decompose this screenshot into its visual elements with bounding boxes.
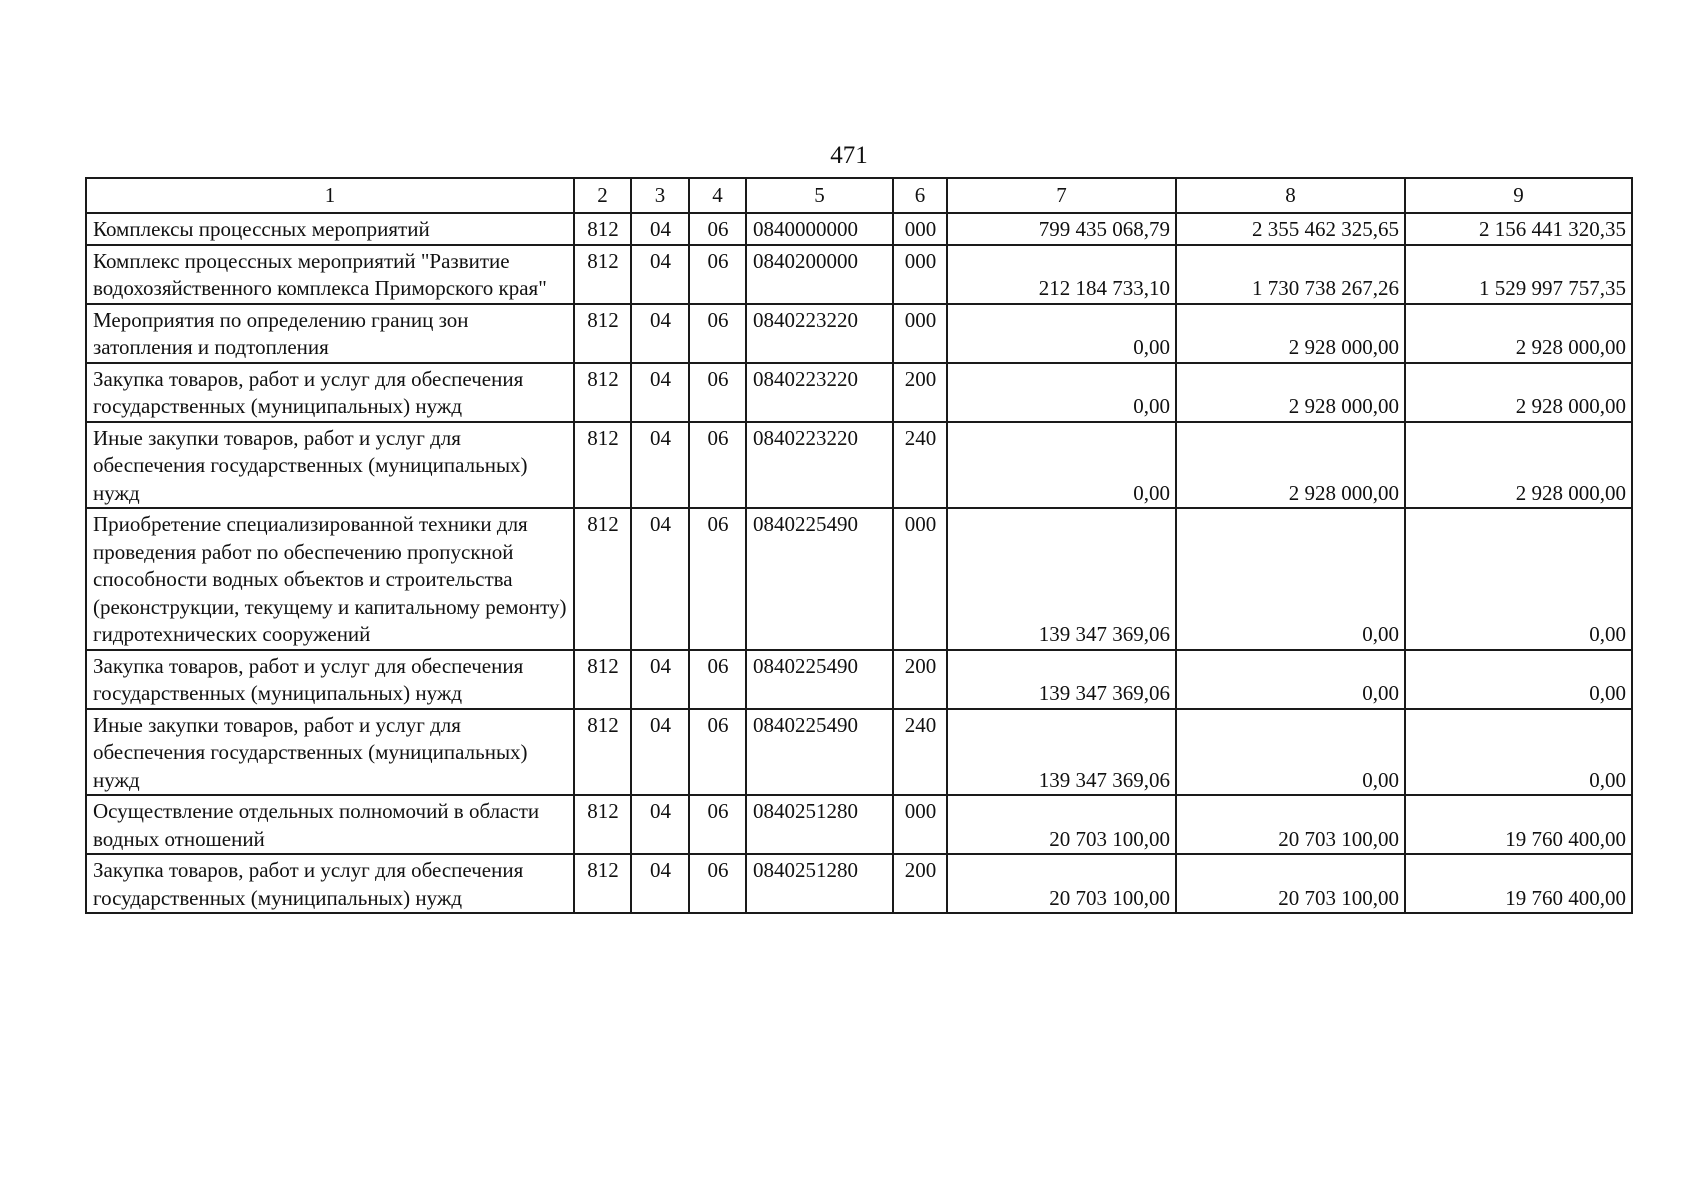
column-header: 1 xyxy=(86,178,574,213)
code-cell: 04 xyxy=(631,508,689,650)
code-cell: 240 xyxy=(893,709,947,796)
amount-cell: 0,00 xyxy=(947,422,1176,509)
code-cell: 812 xyxy=(574,508,631,650)
amount-cell: 2 928 000,00 xyxy=(1176,304,1405,363)
code-cell: 812 xyxy=(574,304,631,363)
code-cell: 0840223220 xyxy=(746,363,893,422)
amount-cell: 2 928 000,00 xyxy=(1176,363,1405,422)
table-row xyxy=(86,245,1632,304)
code-cell: 06 xyxy=(689,304,746,363)
row-name-cell: Комплекс процессных мероприятий "Развитие водохозяйственного комплекса Приморского края" xyxy=(86,245,574,304)
row-name-cell: Иные закупки товаров, работ и услуг для обеспечения государственных (муниципальных) нужд xyxy=(86,422,574,509)
code-cell: 0840225490 xyxy=(746,709,893,796)
code-cell: 06 xyxy=(689,213,746,245)
column-header: 7 xyxy=(947,178,1176,213)
amount-cell: 19 760 400,00 xyxy=(1405,795,1632,854)
code-cell: 000 xyxy=(893,304,947,363)
code-cell: 06 xyxy=(689,363,746,422)
row-name-cell: Закупка товаров, работ и услуг для обеспечения государственных (муниципальных) нужд xyxy=(86,363,574,422)
amount-cell: 0,00 xyxy=(947,304,1176,363)
amount-cell: 2 156 441 320,35 xyxy=(1405,213,1632,245)
code-cell: 0840225490 xyxy=(746,650,893,709)
code-cell: 0840200000 xyxy=(746,245,893,304)
code-cell: 06 xyxy=(689,650,746,709)
row-name-cell: Приобретение специализированной техники для проведения работ по обеспечению пропускной способности водных объектов и строительства (реконструкции, текущему и капитальному ремонту) гидротехнических сооружений xyxy=(86,508,574,650)
code-cell: 06 xyxy=(689,245,746,304)
amount-cell: 0,00 xyxy=(1176,508,1405,650)
code-cell: 240 xyxy=(893,422,947,509)
table-row xyxy=(86,854,1632,913)
code-cell: 06 xyxy=(689,795,746,854)
code-cell: 04 xyxy=(631,363,689,422)
code-cell: 0840251280 xyxy=(746,795,893,854)
code-cell: 200 xyxy=(893,363,947,422)
column-header: 8 xyxy=(1176,178,1405,213)
code-cell: 000 xyxy=(893,795,947,854)
amount-cell: 20 703 100,00 xyxy=(947,854,1176,913)
code-cell: 0840225490 xyxy=(746,508,893,650)
amount-cell: 1 529 997 757,35 xyxy=(1405,245,1632,304)
amount-cell: 20 703 100,00 xyxy=(1176,795,1405,854)
code-cell: 06 xyxy=(689,709,746,796)
code-cell: 04 xyxy=(631,304,689,363)
amount-cell: 0,00 xyxy=(1176,650,1405,709)
column-header: 2 xyxy=(574,178,631,213)
table-row xyxy=(86,508,1632,650)
row-name-cell: Иные закупки товаров, работ и услуг для обеспечения государственных (муниципальных) нужд xyxy=(86,709,574,796)
code-cell: 812 xyxy=(574,854,631,913)
code-cell: 812 xyxy=(574,709,631,796)
code-cell: 0840223220 xyxy=(746,422,893,509)
code-cell: 200 xyxy=(893,650,947,709)
amount-cell: 0,00 xyxy=(1405,709,1632,796)
table-row xyxy=(86,422,1632,509)
header-row xyxy=(86,178,1632,213)
row-name-cell: Закупка товаров, работ и услуг для обеспечения государственных (муниципальных) нужд xyxy=(86,650,574,709)
code-cell: 812 xyxy=(574,363,631,422)
row-name-cell: Закупка товаров, работ и услуг для обеспечения государственных (муниципальных) нужд xyxy=(86,854,574,913)
table-row xyxy=(86,304,1632,363)
budget-table xyxy=(85,177,1633,914)
code-cell: 04 xyxy=(631,213,689,245)
table-row xyxy=(86,650,1632,709)
code-cell: 000 xyxy=(893,213,947,245)
code-cell: 04 xyxy=(631,422,689,509)
code-cell: 04 xyxy=(631,854,689,913)
amount-cell: 1 730 738 267,26 xyxy=(1176,245,1405,304)
amount-cell: 139 347 369,06 xyxy=(947,650,1176,709)
row-name-cell: Осуществление отдельных полномочий в области водных отношений xyxy=(86,795,574,854)
code-cell: 812 xyxy=(574,422,631,509)
amount-cell: 2 355 462 325,65 xyxy=(1176,213,1405,245)
code-cell: 04 xyxy=(631,650,689,709)
amount-cell: 2 928 000,00 xyxy=(1405,363,1632,422)
code-cell: 812 xyxy=(574,795,631,854)
table-row xyxy=(86,363,1632,422)
amount-cell: 20 703 100,00 xyxy=(1176,854,1405,913)
code-cell: 06 xyxy=(689,508,746,650)
code-cell: 0840251280 xyxy=(746,854,893,913)
table-row xyxy=(86,795,1632,854)
amount-cell: 799 435 068,79 xyxy=(947,213,1176,245)
code-cell: 0840223220 xyxy=(746,304,893,363)
amount-cell: 212 184 733,10 xyxy=(947,245,1176,304)
amount-cell: 139 347 369,06 xyxy=(947,508,1176,650)
amount-cell: 2 928 000,00 xyxy=(1405,304,1632,363)
code-cell: 812 xyxy=(574,245,631,304)
column-header: 4 xyxy=(689,178,746,213)
table-row xyxy=(86,709,1632,796)
code-cell: 06 xyxy=(689,422,746,509)
amount-cell: 0,00 xyxy=(1405,650,1632,709)
amount-cell: 139 347 369,06 xyxy=(947,709,1176,796)
column-header: 9 xyxy=(1405,178,1632,213)
column-header: 3 xyxy=(631,178,689,213)
code-cell: 04 xyxy=(631,245,689,304)
amount-cell: 0,00 xyxy=(1405,508,1632,650)
code-cell: 000 xyxy=(893,245,947,304)
code-cell: 06 xyxy=(689,854,746,913)
table-row xyxy=(86,213,1632,245)
code-cell: 0840000000 xyxy=(746,213,893,245)
code-cell: 812 xyxy=(574,213,631,245)
amount-cell: 0,00 xyxy=(1176,709,1405,796)
code-cell: 812 xyxy=(574,650,631,709)
code-cell: 04 xyxy=(631,795,689,854)
column-header: 5 xyxy=(746,178,893,213)
amount-cell: 2 928 000,00 xyxy=(1405,422,1632,509)
code-cell: 200 xyxy=(893,854,947,913)
amount-cell: 19 760 400,00 xyxy=(1405,854,1632,913)
row-name-cell: Мероприятия по определению границ зон затопления и подтопления xyxy=(86,304,574,363)
amount-cell: 20 703 100,00 xyxy=(947,795,1176,854)
code-cell: 04 xyxy=(631,709,689,796)
column-header: 6 xyxy=(893,178,947,213)
code-cell: 000 xyxy=(893,508,947,650)
amount-cell: 2 928 000,00 xyxy=(1176,422,1405,509)
row-name-cell: Комплексы процессных мероприятий xyxy=(86,213,574,245)
page-number: 471 xyxy=(830,142,868,169)
amount-cell: 0,00 xyxy=(947,363,1176,422)
